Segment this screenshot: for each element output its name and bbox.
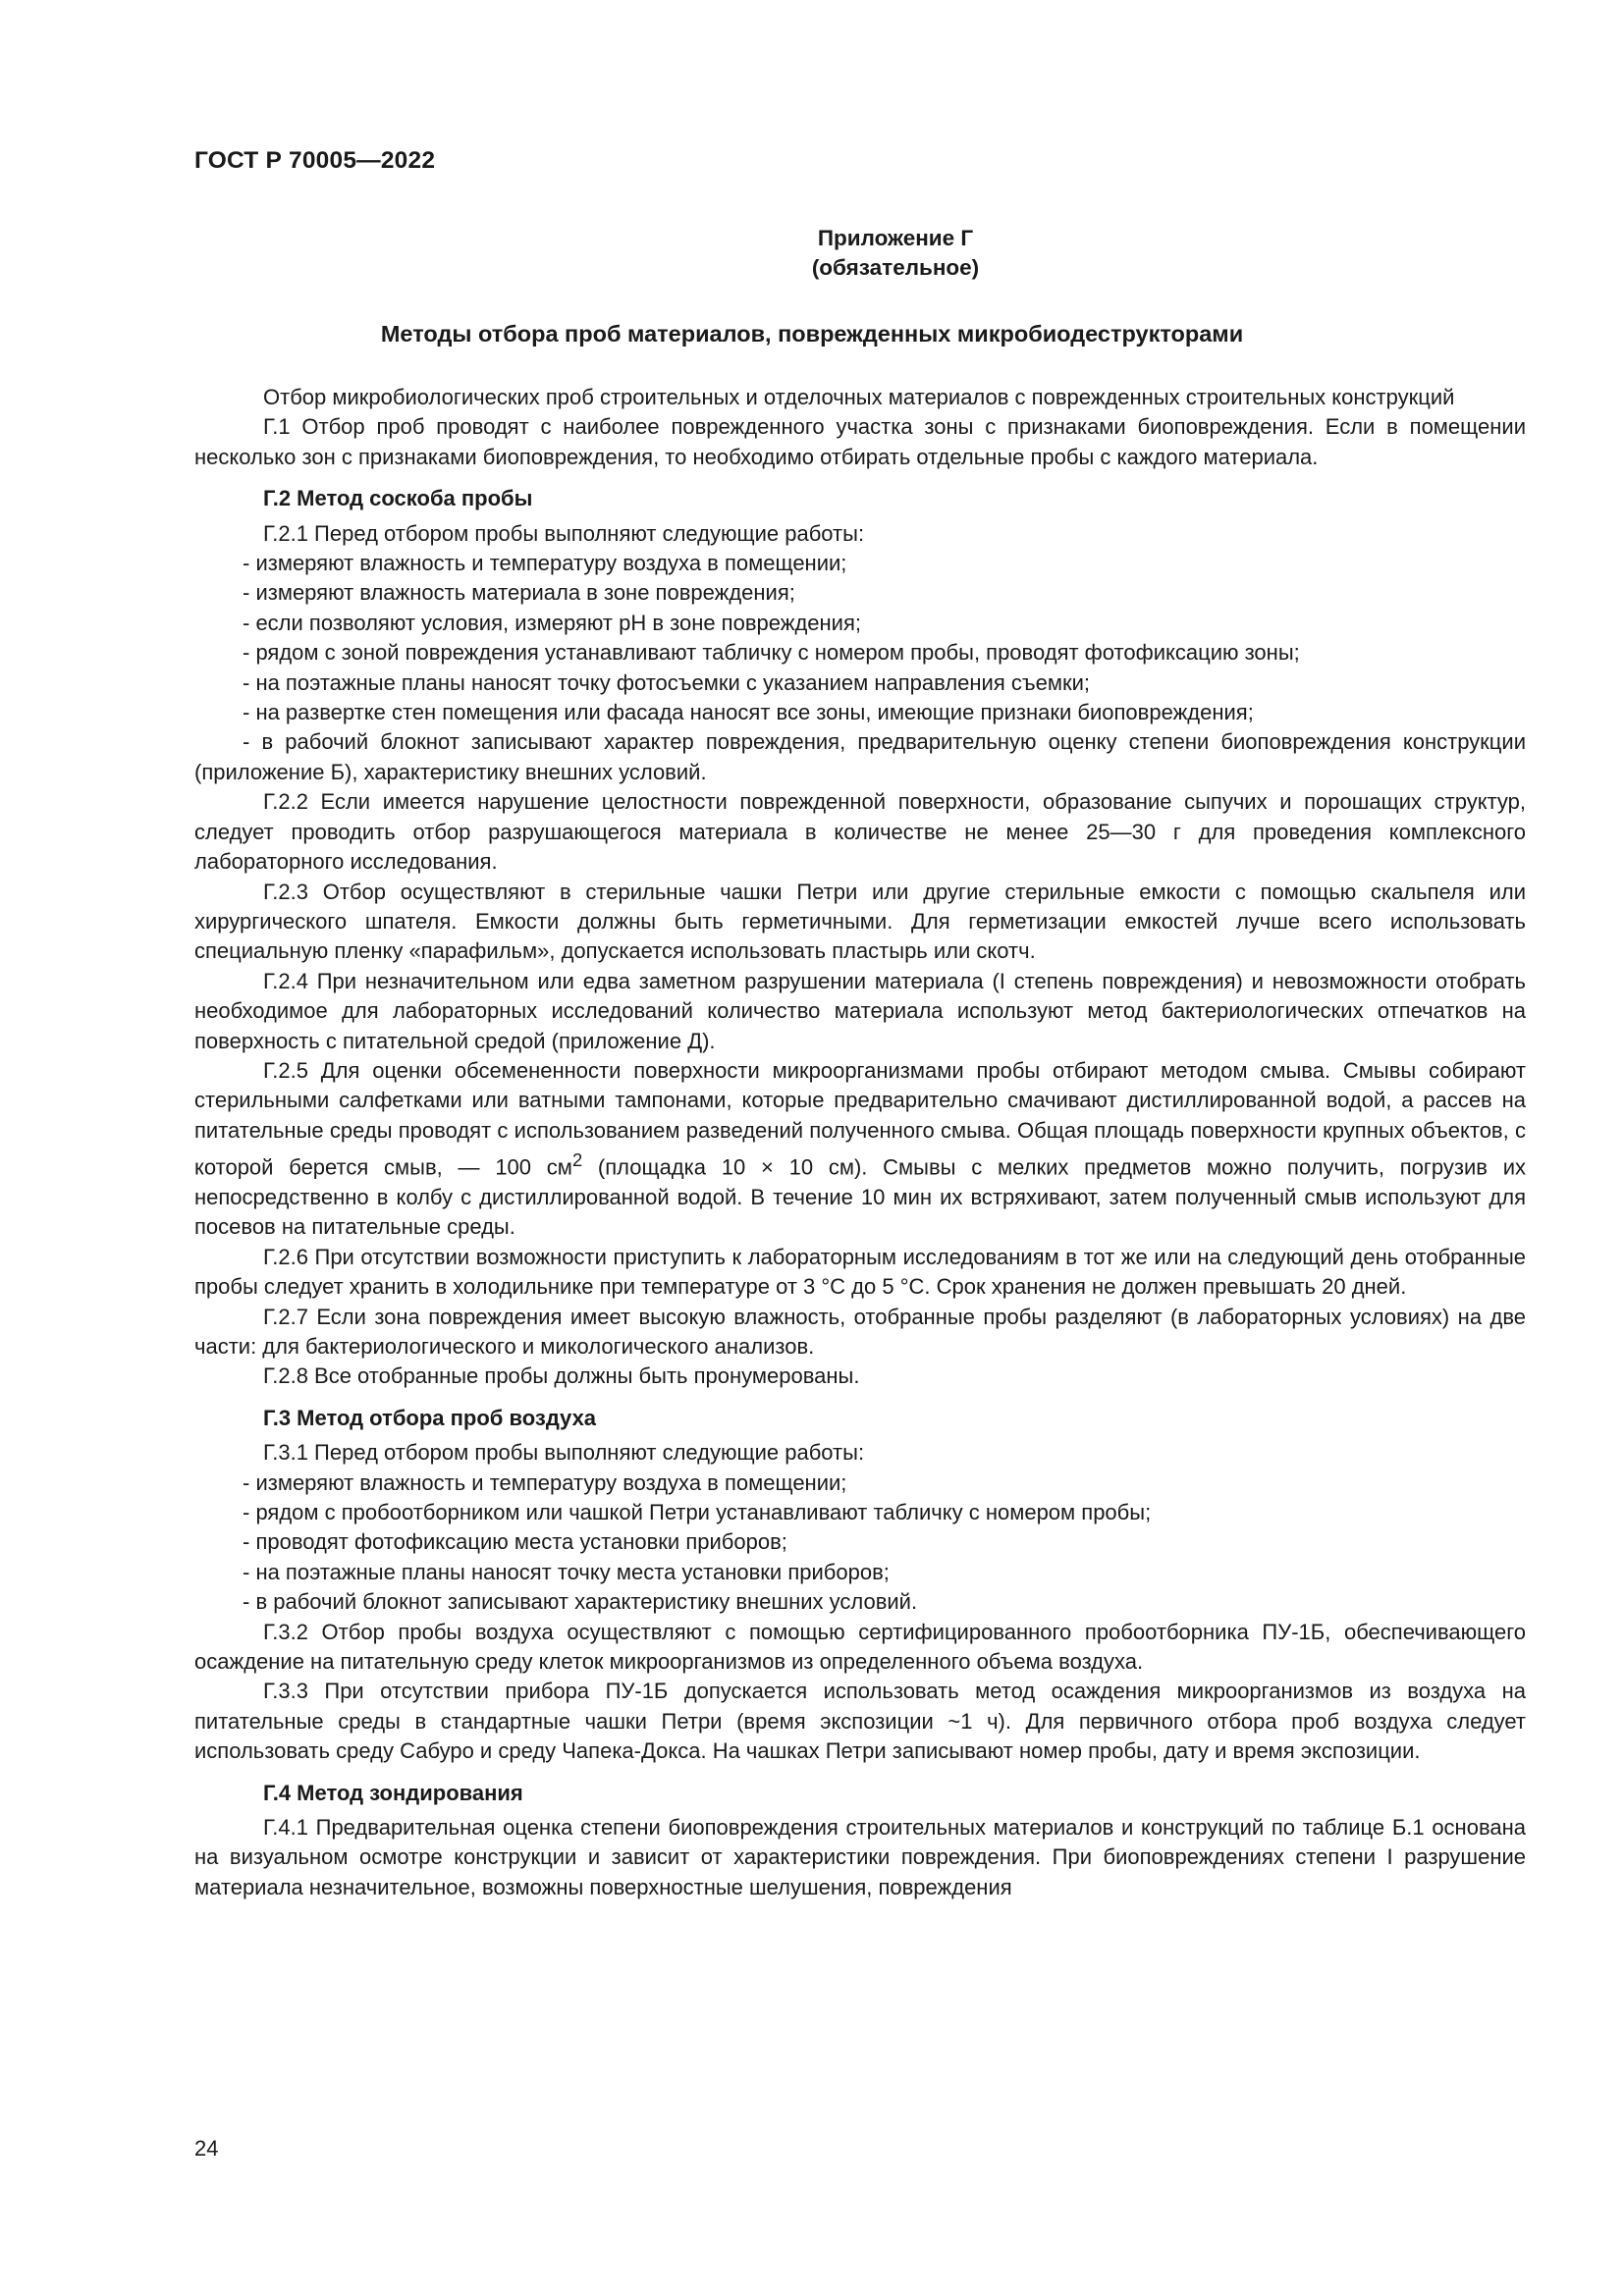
- paragraph-g3-1: Г.3.1 Перед отбором пробы выполняют следующие работы:: [263, 1440, 865, 1466]
- paragraph-g2-1: Г.2.1 Перед отбором пробы выполняют следующие работы:: [263, 520, 865, 546]
- appendix-title: Методы отбора проб материалов, поврежденных микробиодеструкторами: [380, 321, 1244, 347]
- paragraph-g2-5-part-a: Г.2.5 Для оценки обсемененности поверхности микроорганизмами пробы отбирают методом смыва. Смывы собирают стерильными салфетками или ватными тампонами, которые предварительно смачивают дистиллированной водой, а рассев на питательные среды проводят с использованием разведений полученного смыва. Общая площадь поверхности крупных объектов, с которой берется смыв, — 100 см: [194, 1057, 1526, 1180]
- list-item: - измеряют влажность материала в зоне повреждения;: [243, 580, 795, 606]
- list-item: - измеряют влажность и температуру воздуха в помещении;: [243, 551, 847, 576]
- list-item: - рядом с пробоотборником или чашкой Петри устанавливают табличку с номером пробы;: [243, 1499, 1152, 1524]
- list-item: - в рабочий блокнот записывают характеристику внешних условий.: [243, 1589, 918, 1615]
- standard-designation: ГОСТ Р 70005—2022: [194, 147, 436, 174]
- list-item: - проводят фотофиксацию места установки приборов;: [243, 1529, 787, 1555]
- paragraph-g3-2: Г.3.2 Отбор пробы воздуха осуществляют с помощью сертифицированного пробоотборника ПУ-1Б, обеспечивающего осаждение на питательную среду клеток микроорганизмов из определенного объема воздуха.: [194, 1619, 1526, 1674]
- paragraph-g1: Г.1 Отбор проб проводят с наиболее поврежденного участка зоны с признаками биоповреждения. Если в помещении несколько зон с признаками биоповреждения, то необходимо отбирать отдельные пробы с каждого материала.: [194, 414, 1526, 469]
- appendix-status: (обязательное): [811, 255, 980, 280]
- paragraph-g2-5: [194, 1056, 1526, 1243]
- list-item: - в рабочий блокнот записывают характер повреждения, предварительную оценку степени биоповреждения конструкции (приложение Б), характеристику внешних условий.: [194, 729, 1526, 784]
- list-item: - на поэтажные планы наносят точку фотосъемки с указанием направления съемки;: [243, 669, 1090, 695]
- intro-paragraph: Отбор микробиологических проб строительных и отделочных материалов с поврежденных строительных конструкций: [263, 385, 1455, 409]
- paragraph-g2-8: Г.2.8 Все отобранные пробы должны быть пронумерованы.: [263, 1363, 860, 1389]
- appendix-label: Приложение Г: [817, 226, 974, 250]
- list-g2-1: [194, 549, 1526, 787]
- paragraph-g2-4: Г.2.4 При незначительном или едва заметном разрушении материала (I степень повреждения) и невозможности отобрать необходимое для лабораторных исследований количество материала используют метод бактериологических отпечатков на поверхность с питательной средой (приложение Д).: [194, 968, 1526, 1053]
- superscript-squared: 2: [571, 1149, 583, 1171]
- paragraph-g2-5-part-b: (площадка 10 × 10 см). Смывы с мелких предметов можно получить, погрузив их непосредственно в колбу с дистиллированной водой. В течение 10 мин их встряхивают, затем полученный смыв используют для посевов на питательные среды.: [194, 1154, 1526, 1240]
- list-item: - если позволяют условия, измеряют pH в зоне повреждения;: [243, 610, 861, 635]
- section-heading-g2: Г.2 Метод соскоба пробы: [263, 486, 533, 511]
- list-item: - на развертке стен помещения или фасада наносят все зоны, имеющие признаки биоповреждения;: [243, 700, 1254, 725]
- paragraph-g2-7: Г.2.7 Если зона повреждения имеет высокую влажность, отобранные пробы разделяют (в лабораторных условиях) на две части: для бактериологического и микологического анализов.: [194, 1304, 1526, 1359]
- document-body: [194, 383, 1526, 1902]
- paragraph-g4-1: Г.4.1 Предварительная оценка степени биоповреждения строительных материалов и конструкций по таблице Б.1 основана на визуальном осмотре конструкции и зависит от характеристики повреждения. При биоповреждениях степени I разрушение материала незначительное, возможны поверхностные шелушения, повреждения: [194, 1815, 1526, 1899]
- section-heading-g4: Г.4 Метод зондирования: [263, 1780, 523, 1805]
- list-g3-1: [194, 1468, 1526, 1618]
- list-item: - на поэтажные планы наносят точку места установки приборов;: [243, 1559, 890, 1584]
- list-item: - рядом с зоной повреждения устанавливают табличку с номером пробы, проводят фотофиксацию зоны;: [243, 640, 1300, 666]
- page-number: 24: [194, 2136, 219, 2161]
- paragraph-g2-2: Г.2.2 Если имеется нарушение целостности поврежденной поверхности, образование сыпучих и порошащих структур, следует проводить отбор разрушающегося материала в количестве не менее 25—30 г для проведения комплексного лабораторного исследования.: [194, 789, 1526, 875]
- section-heading-g3: Г.3 Метод отбора проб воздуха: [263, 1405, 597, 1430]
- paragraph-g2-6: Г.2.6 При отсутствии возможности приступить к лабораторным исследованиям в тот же или на следующий день отобранные пробы следует хранить в холодильнике при температуре от 3 °С до 5 °С. Срок хранения не должен превышать 20 дней.: [194, 1244, 1526, 1300]
- paragraph-g2-3: Г.2.3 Отбор осуществляют в стерильные чашки Петри или другие стерильные емкости с помощью скальпеля или хирургического шпателя. Емкости должны быть герметичными. Для герметизации емкостей лучше всего использовать специальную пленку «парафильм», допускается использовать пластырь или скотч.: [194, 879, 1526, 964]
- paragraph-g3-3: Г.3.3 При отсутствии прибора ПУ-1Б допускается использовать метод осаждения микроорганизмов из воздуха на питательные среды в стандартные чашки Петри (время экспозиции ~1 ч). Для первичного отбора проб воздуха следует использовать среду Сабуро и среду Чапека-Докса. На чашках Петри записывают номер пробы, дату и время экспозиции.: [194, 1679, 1526, 1764]
- list-item: - измеряют влажность и температуру воздуха в помещении;: [243, 1469, 847, 1495]
- appendix-heading: [0, 224, 1624, 283]
